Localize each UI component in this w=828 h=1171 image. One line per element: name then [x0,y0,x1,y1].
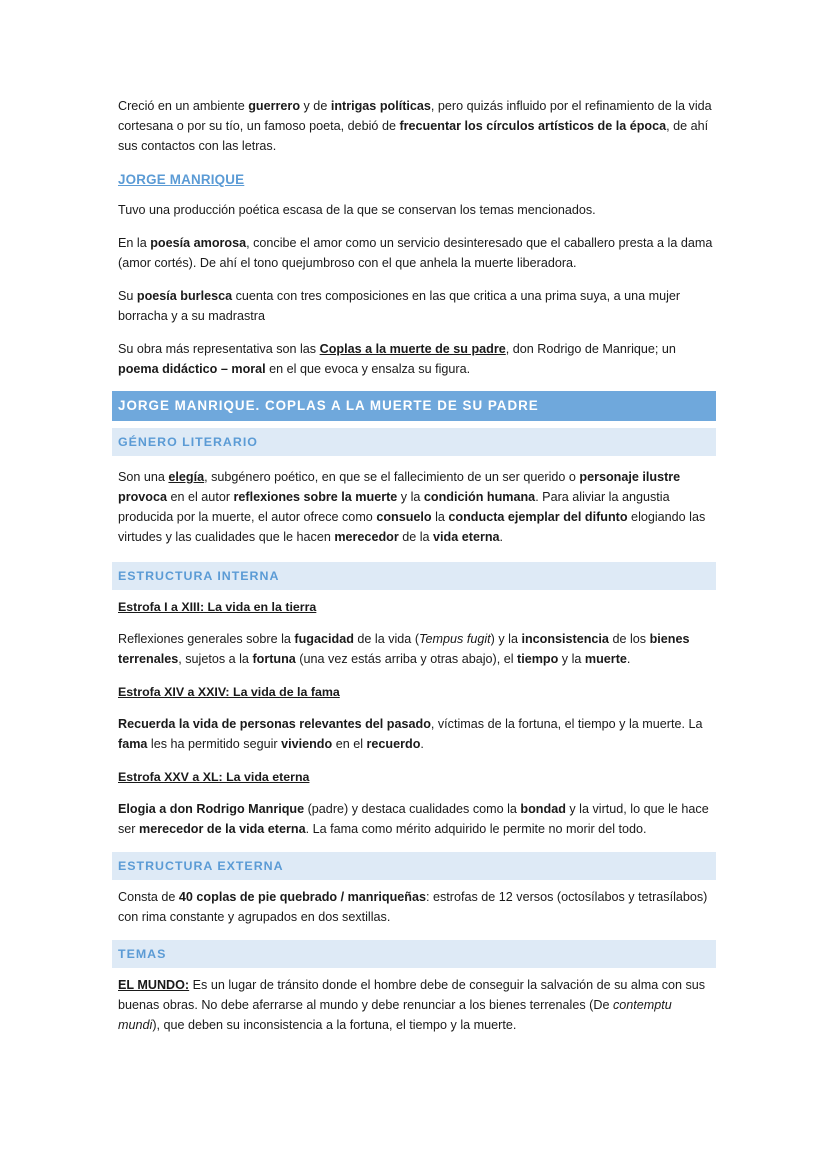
external-structure-paragraph: Consta de 40 coplas de pie quebrado / manriqueñas: estrofas de 12 versos (octosílabos y tetrasílabos) con rima constante y agrupados en dos sextillas. [118,890,708,924]
intro-paragraph: Creció en un ambiente guerrero y de intrigas políticas, pero quizás influido por el refinamiento de la vida cortesana o por su tío, un famoso poeta, debió de frecuentar los círculos artísticos de la época, de ahí sus contactos con las letras. [118,99,712,153]
strophe-3-paragraph: Elogia a don Rodrigo Manrique (padre) y destaca cualidades como la bondad y la virtud, lo que le hace ser merecedor de la vida eterna. La fama como mérito adquirido le permite no morir del todo. [118,802,709,836]
burlesque-poetry-paragraph: Su poesía burlesca cuenta con tres composiciones en las que critica a una prima suya, a una mujer borracha y a su madrastra [118,289,681,323]
external-structure-heading: ESTRUCTURA EXTERNA [112,852,716,880]
strophe-2-title: Estrofa XIV a XXIV: La vida de la fama [118,685,340,699]
genre-heading: GÉNERO LITERARIO [112,428,716,456]
jorge-manrique-heading: JORGE MANRIQUE [118,172,245,187]
main-work-paragraph: Su obra más representativa son las Coplas a la muerte de su padre, don Rodrigo de Manrique; un poema didáctico – moral en el que evoca y ensalza su figura. [118,342,676,376]
document-page [118,96,716,1035]
strophe-3-title: Estrofa XXV a XL: La vida eterna [118,770,310,784]
production-paragraph: Tuvo una producción poética escasa de la que se conservan los temas mencionados. [118,203,596,217]
strophe-1-paragraph: Reflexiones generales sobre la fugacidad de la vida (Tempus fugit) y la inconsistencia de los bienes terrenales, sujetos a la fortuna (una vez estás arriba y otras abajo), el tiempo y la muerte. [118,632,690,666]
strophe-1-title: Estrofa I a XIII: La vida en la tierra [118,600,317,614]
strophe-2-paragraph: Recuerda la vida de personas relevantes del pasado, víctimas de la fortuna, el tiempo y la muerte. La fama les ha permitido seguir viviendo en el recuerdo. [118,717,703,751]
internal-structure-heading: ESTRUCTURA INTERNA [112,562,716,590]
themes-heading: TEMAS [112,940,716,968]
love-poetry-paragraph: En la poesía amorosa, concibe el amor como un servicio desinteresado que el caballero presta a la dama (amor cortés). De ahí el tono quejumbroso con el que anhela la muerte liberadora. [118,236,713,270]
genre-paragraph: Son una elegía, subgénero poético, en que se el fallecimiento de un ser querido o personaje ilustre provoca en el autor reflexiones sobre la muerte y la condición humana. Para aliviar la angustia producida por la muerte, el autor ofrece como consuelo la conducta ejemplar del difunto elogiando las virtudes y las cualidades que le hacen merecedor de la vida eterna. [118,470,706,544]
section-title-bar: JORGE MANRIQUE. COPLAS A LA MUERTE DE SU PADRE [112,391,716,421]
themes-paragraph: EL MUNDO: Es un lugar de tránsito donde el hombre debe de conseguir la salvación de su alma con sus buenas obras. No debe aferrarse al mundo y debe renunciar a los bienes terrenales (De contemptu mundi), que deben su inconsistencia a la fortuna, el tiempo y la muerte. [118,978,706,1032]
